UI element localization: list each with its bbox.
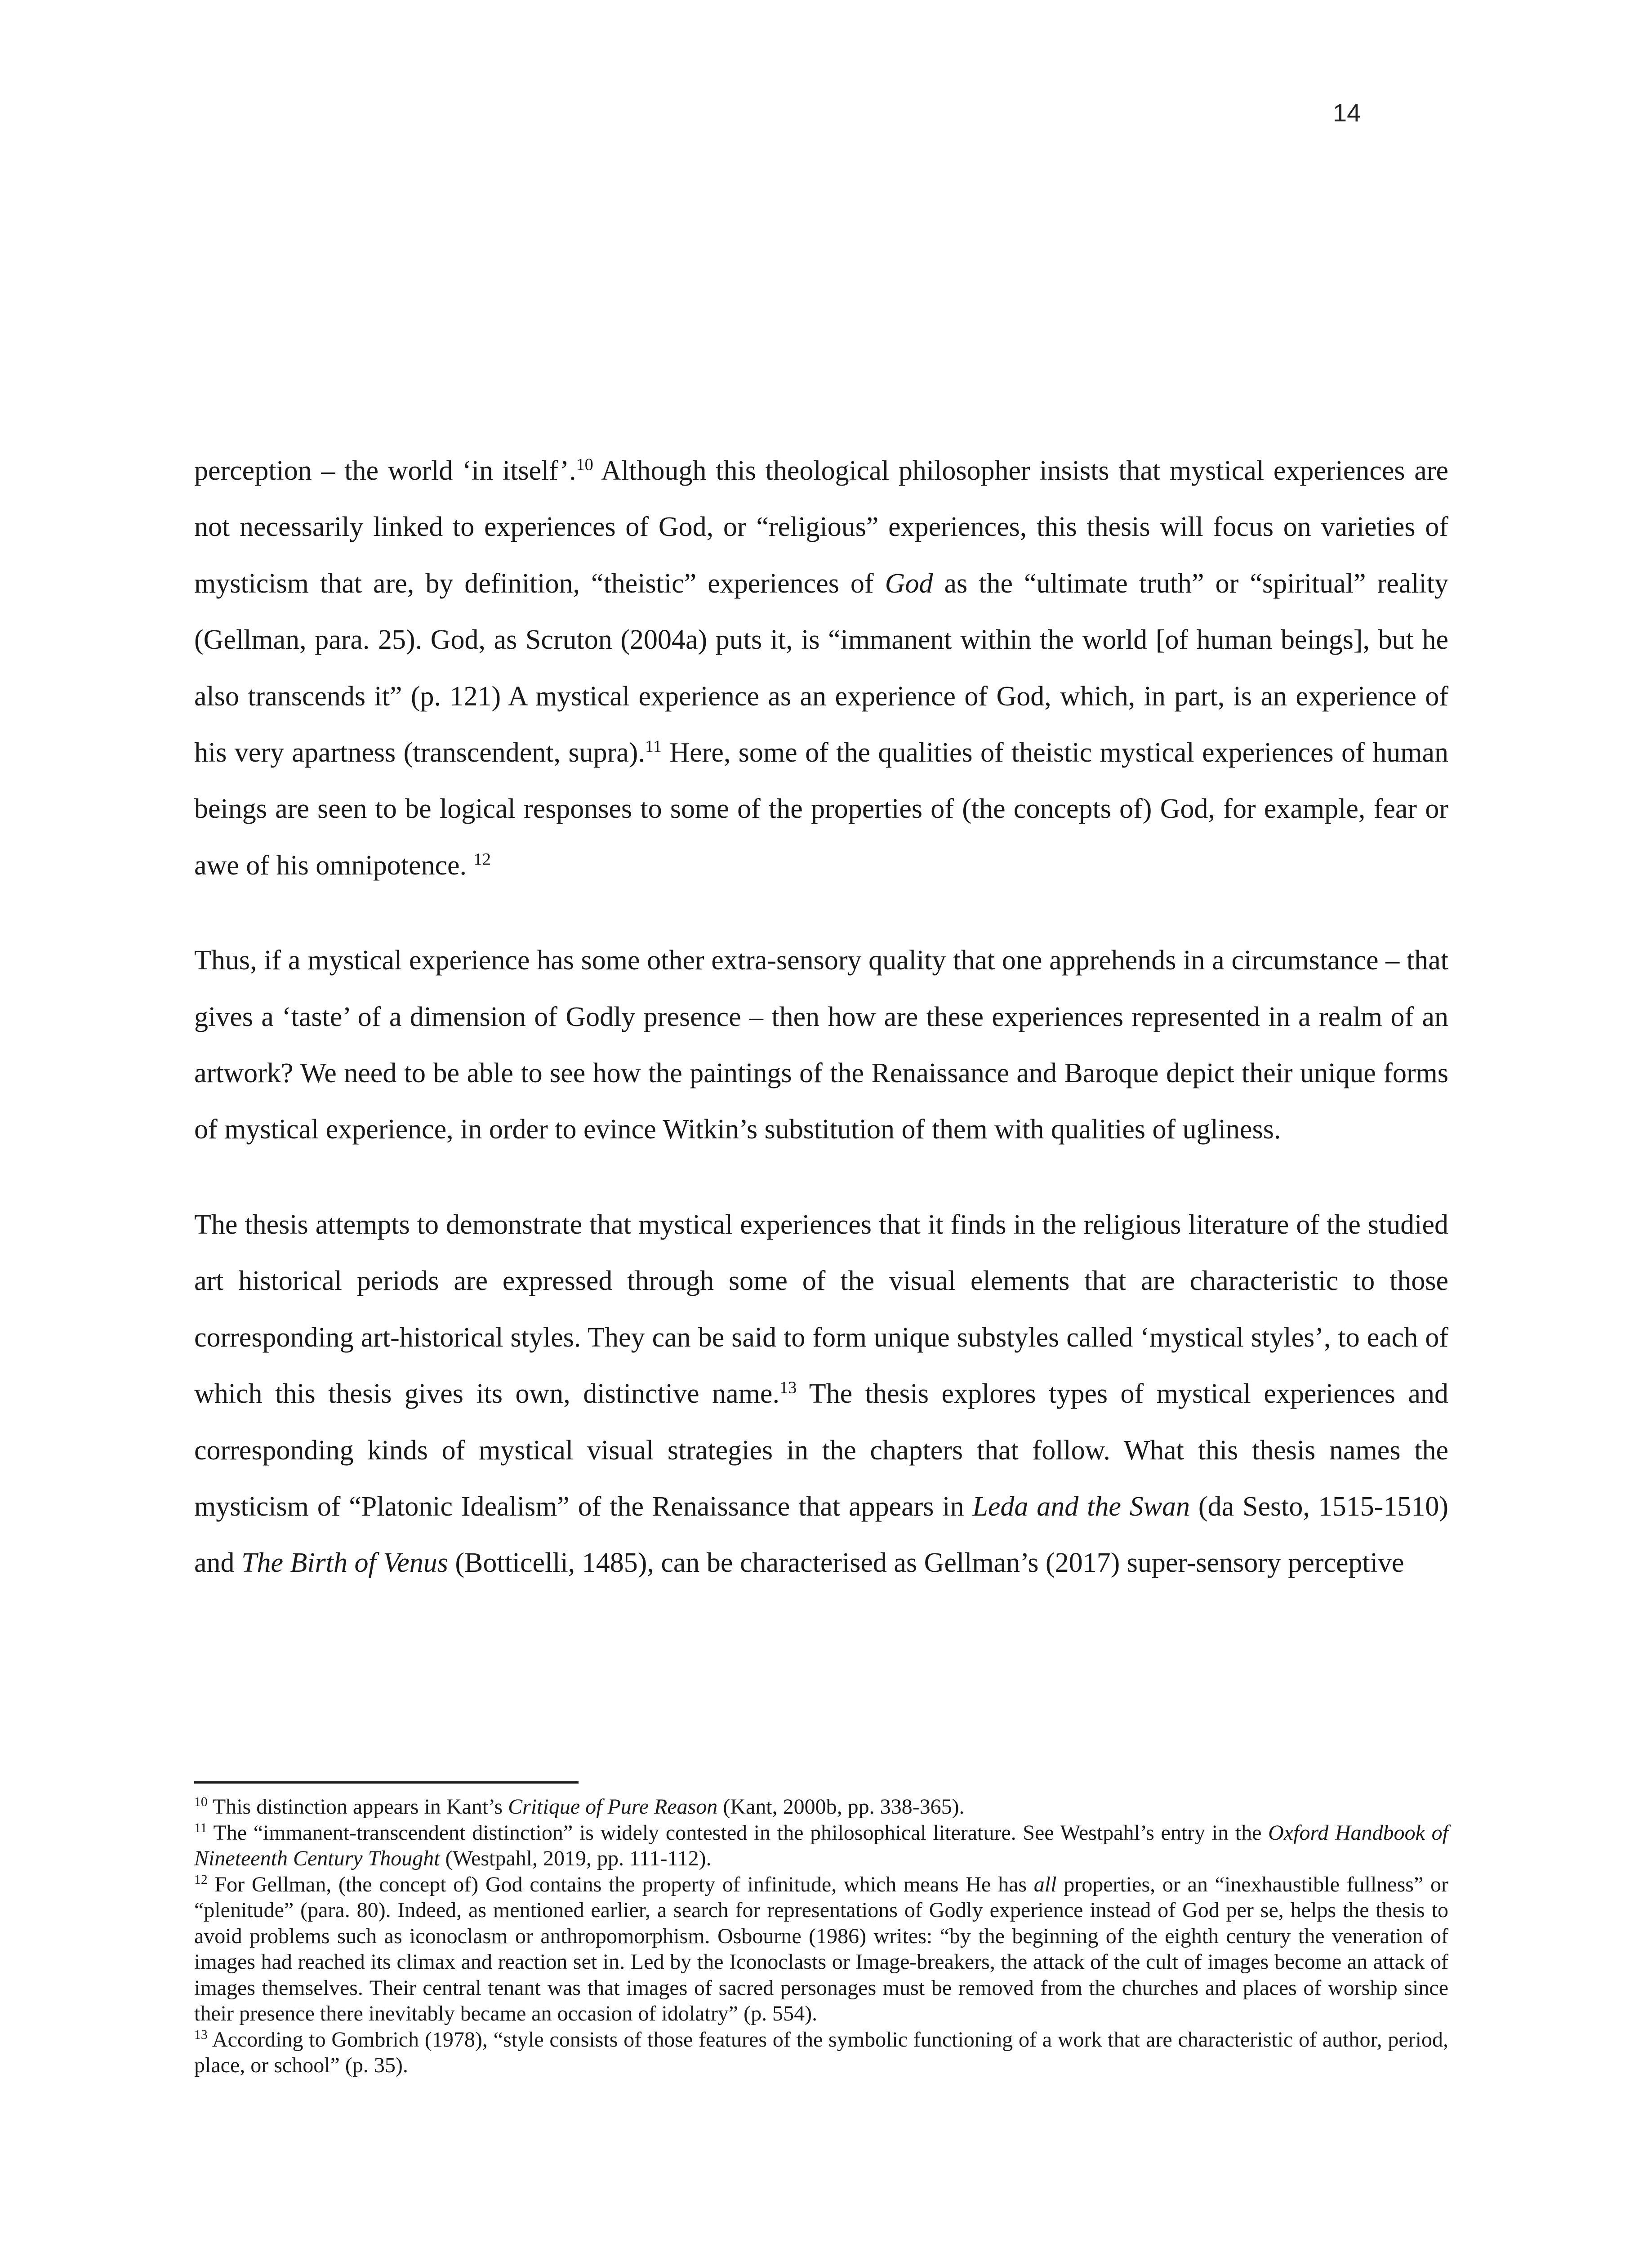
page-number: 14: [1333, 98, 1361, 127]
italic-run: Leda and the Swan: [972, 1491, 1190, 1522]
italic-run: Oxford Handbook of Nineteenth Century Thought: [194, 1820, 1448, 1870]
italic-run: God: [885, 568, 933, 599]
footnote-marker: 13: [779, 1378, 797, 1397]
footnote-marker: 11: [194, 1820, 207, 1835]
italic-run: Critique of Pure Reason: [508, 1795, 718, 1819]
footnote-marker: 12: [473, 850, 491, 869]
text-run: (Botticelli, 1485), can be characterised as Gellman’s (2017) super-sensory perceptive: [448, 1548, 1404, 1579]
footnote-marker: 10: [194, 1794, 208, 1809]
footnote-marker: 10: [576, 455, 593, 474]
text-run: (Westpahl, 2019, pp. 111-112).: [440, 1847, 712, 1870]
footnote-marker: 13: [194, 2027, 208, 2042]
text-run: This distinction appears in Kant’s: [207, 1795, 508, 1819]
text-run: Thus, if a mystical experience has some other extra-sensory quality that one apprehends in a circumstance – that gives a ‘taste’ of a dimension of Godly presence – then how are these experiences represented in a realm of an artwork? We need to be able to see how the paintings of the Renaissance and Baroque depict their unique forms of mystical experience, in order to evince Witkin’s substitution of them with qualities of ugliness.: [194, 945, 1448, 1145]
text-run: (Kant, 2000b, pp. 338-365).: [717, 1795, 965, 1819]
text-run: perception – the world ‘in itself’.: [194, 455, 576, 486]
footnote: [194, 1872, 1448, 2027]
italic-run: The Birth of Venus: [241, 1548, 448, 1579]
text-run: Although this theological philosopher insists that mystical experiences are not necessarily linked to experiences of God, or “religious” experiences, this thesis will focus on varieties of mysticism that are, by definition, “theistic” experiences of: [194, 455, 1448, 599]
body-text: [194, 443, 1448, 1592]
footnote: [194, 1794, 1448, 1820]
text-run: properties, or an “inexhaustible fullness” or “plenitude” (para. 80). Indeed, as mentioned earlier, a search for representations of Godly experience instead of God per se, helps the thesis to avoid problems such as iconoclasm or anthropomorphism. Osbourne (1986) writes: “by the beginning of the eighth century the veneration of images had reached its climax and reaction set in. Led by the Iconoclasts or Image-breakers, the attack of the cult of images become an attack of images themselves. Their central tenant was that images of sacred personages must be removed from the churches and places of worship since their presence there inevitably became an occasion of idolatry” (p. 554).: [194, 1872, 1448, 2025]
footnotes: [194, 1794, 1448, 2079]
footnote: [194, 2027, 1448, 2079]
text-run: The “immanent-transcendent distinction” is widely contested in the philosophical literature. See Westpahl’s entry in the: [207, 1820, 1269, 1845]
footnote-marker: 11: [645, 737, 662, 756]
footnote-separator: [194, 1781, 579, 1784]
text-run: The thesis explores types of mystical experiences and corresponding kinds of mystical visual strategies in the chapters that follow. What this thesis names the mysticism of “Platonic Idealism” of the Renaissance that appears in: [194, 1378, 1448, 1522]
text-run: (da Sesto, 1515-1510) and: [194, 1491, 1448, 1579]
text-run: According to Gombrich (1978), “style consists of those features of the symbolic functioning of a work that are characteristic of author, period, place, or school” (p. 35).: [194, 2027, 1448, 2077]
footnote-marker: 12: [194, 1872, 208, 1887]
italic-run: all: [1033, 1872, 1057, 1896]
text-run: as the “ultimate truth” or “spiritual” reality (Gellman, para. 25). God, as Scruton (2004a) puts it, is “immanent within the world [of human beings], but he also transcends it” (p. 121) A mystical experience as an experience of God, which, in part, is an experience of his very apartness (transcendent, supra).: [194, 568, 1448, 768]
paragraph: [194, 932, 1448, 1158]
text-run: Here, some of the qualities of theistic mystical experiences of human beings are seen to be logical responses to some of the properties of (the concepts of) God, for example, fear or awe of his omnipotence.: [194, 737, 1448, 881]
footnote: [194, 1820, 1448, 1872]
paragraph: [194, 443, 1448, 894]
text-run: For Gellman, (the concept of) God contains the property of infinitude, which means He has: [207, 1872, 1034, 1896]
text-run: The thesis attempts to demonstrate that mystical experiences that it finds in the religious literature of the studied art historical periods are expressed through some of the visual elements that are characteristic to those corresponding art-historical styles. They can be said to form unique substyles called ‘mystical styles’, to each of which this thesis gives its own, distinctive name.: [194, 1209, 1448, 1409]
paragraph: [194, 1197, 1448, 1592]
